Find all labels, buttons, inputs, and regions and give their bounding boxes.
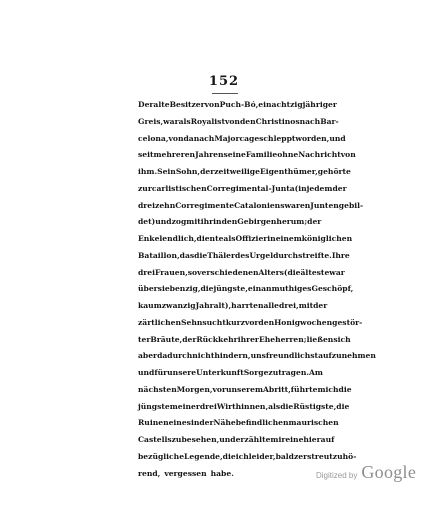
header-rule: [212, 93, 238, 94]
page-number: 152: [208, 74, 240, 89]
watermark-prefix: Digitized by: [316, 471, 358, 480]
text-line: Ruinen eines in der Nähe befindlichen maurischen: [138, 418, 339, 428]
text-line: bezügliche Legende, die ich leider, bald zerstreut zuhö-: [138, 451, 357, 461]
text-line: seit mehreren Jahren seine Familie ohne Nachricht von: [138, 150, 356, 160]
text-line: und für unsere Unterkunft Sorge zu tragen. Am: [138, 368, 323, 377]
digitized-watermark: [316, 462, 416, 483]
text-line: nächsten Morgen, vor unserem Abritt, führte mich die: [138, 384, 352, 394]
text-line: über siebenzig, die jüngste, ein anmuthiges Geschöpf,: [138, 284, 354, 294]
text-line: aber dadurch nicht hindern, uns freundlichst aufzunehmen: [138, 351, 376, 361]
text-line: zur carlistischen Corregimental-Junta (in jedem der: [138, 183, 347, 193]
text-line: celona, von da nach Majorca geschleppt worden, und: [138, 133, 346, 143]
google-logo: Google: [361, 462, 417, 482]
text-line: ter Bräute, der Rückkehr ihrer Eheherren; ließen sich: [138, 334, 351, 344]
text-line: Castells zu besehen, und erzählte mir eine hierauf: [138, 435, 335, 444]
text-line: Greis, war als Royalist von den Christinos nach Bar-: [138, 116, 339, 126]
text-line: det) und zog mit ihr in den Gebirgen herum; der: [138, 217, 322, 227]
text-line: kaum zwanzig Jahr alt), harrten alle drei, mit der: [138, 301, 328, 310]
text-line: Der alte Besitzer von Puch-Bó, ein achtzigjähriger: [138, 100, 337, 109]
text-line: dreizehn Corregimente Cataloniens waren Junten gebil-: [138, 200, 364, 210]
text-line: drei Frauen, so verschiedenen Alters (die älteste war: [138, 267, 345, 277]
text-line: rend, vergessen habe.: [138, 468, 234, 478]
text-line: ihm. Sein Sohn, der zeitweilige Eigenthümer, gehörte: [138, 167, 351, 176]
text-line: zärtlichen Sehnsucht kurz vor den Honigwochen gestör-: [138, 317, 363, 327]
text-line: Enkel endlich, diente als Offizier in einem königlichen: [138, 234, 353, 243]
text-line: Bataillon, das die Thäler des Urgel durchstreifte. Ihre: [138, 250, 350, 260]
text-line: jüngste meiner drei Wirthinnen, als die Rüstigste, die: [138, 401, 350, 411]
